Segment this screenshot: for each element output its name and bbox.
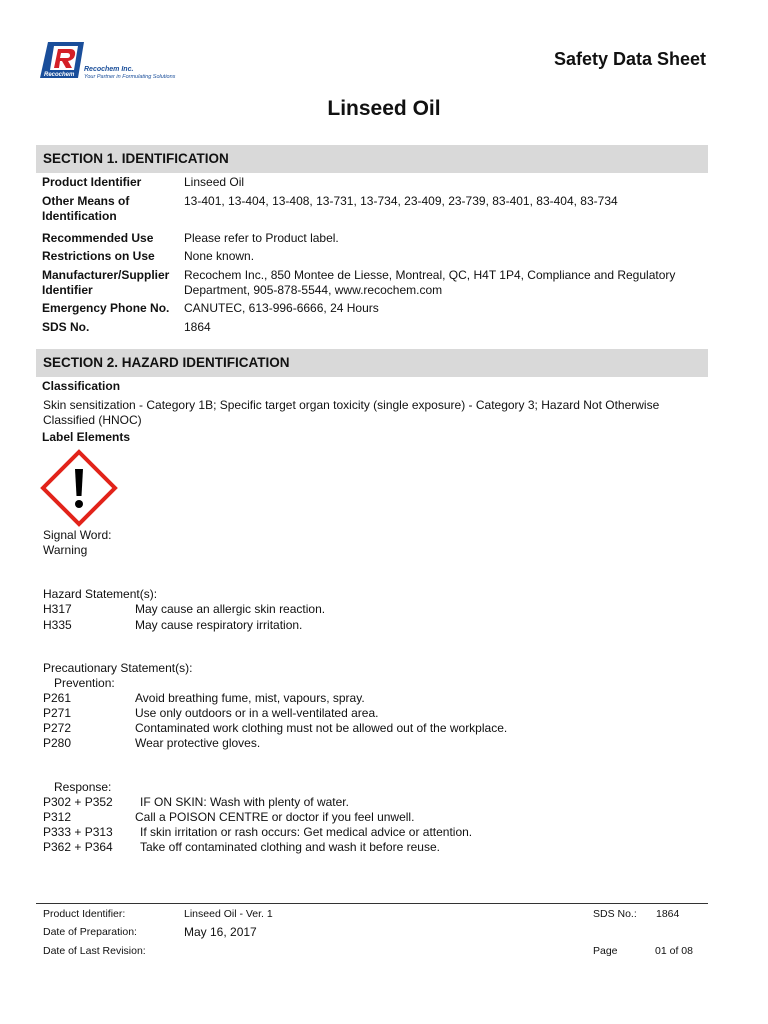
- document-type: Safety Data Sheet: [553, 49, 706, 69]
- section-1-heading: SECTION 1. IDENTIFICATION: [36, 145, 708, 173]
- footer-prep-value: May 16, 2017: [184, 925, 257, 939]
- row-label-emergency-phone: Emergency Phone No.: [42, 301, 170, 315]
- row-value-sds-no: 1864: [184, 320, 211, 334]
- prevention-code: P280: [43, 736, 72, 750]
- row-value-restrictions: None known.: [184, 249, 255, 263]
- section-2-heading: SECTION 2. HAZARD IDENTIFICATION: [36, 349, 708, 377]
- svg-text:Recochem: Recochem: [44, 72, 75, 78]
- response-statement: Take off contaminated clothing and wash it before reuse.: [140, 840, 440, 854]
- row-label-other-means-line1: Other Means of: [42, 194, 130, 208]
- exclamation-mark-icon: [40, 449, 118, 527]
- prevention-statement: Avoid breathing fume, mist, vapours, spray.: [135, 691, 365, 705]
- page-current: 01: [655, 945, 667, 957]
- row-value-product-identifier: Linseed Oil: [184, 175, 245, 189]
- footer-revision-label: Date of Last Revision:: [43, 945, 146, 957]
- response-code: P333 + P313: [43, 825, 113, 839]
- prevention-code: P261: [43, 691, 72, 705]
- row-label-other-means-line2: Identification: [42, 209, 117, 223]
- response-code: P302 + P352: [43, 795, 113, 809]
- recochem-logo-icon: [38, 40, 88, 82]
- row-value-recommended-use: Please refer to Product label.: [184, 231, 339, 245]
- row-value-manufacturer-line2: Department, 905-878-5544, www.recochem.com: [184, 283, 443, 297]
- response-statement: IF ON SKIN: Wash with plenty of water.: [140, 795, 349, 809]
- row-label-recommended-use: Recommended Use: [42, 231, 154, 245]
- response-heading: Response:: [54, 780, 112, 794]
- signal-word-label: Signal Word:: [43, 528, 112, 542]
- footer-sds-value: 1864: [656, 908, 680, 920]
- footer-page-number: [655, 945, 693, 957]
- classification-text-line1: Skin sensitization - Category 1B; Specific target organ toxicity (single exposure) - Category 3; Hazard Not Otherwise: [43, 398, 660, 412]
- classification-text-line2: Classified (HNOC): [43, 413, 142, 427]
- footer-sds-label: SDS No.:: [593, 908, 637, 920]
- prevention-heading: Prevention:: [54, 676, 115, 690]
- prevention-code: P271: [43, 706, 72, 720]
- page-title: Linseed Oil: [327, 97, 441, 120]
- footer-page-label: Page: [593, 945, 618, 957]
- prevention-statement: Contaminated work clothing must not be allowed out of the workplace.: [135, 721, 508, 735]
- page-total: 08: [681, 945, 693, 957]
- hazard-statements-heading: Hazard Statement(s):: [43, 587, 158, 601]
- row-value-other-means: 13-401, 13-404, 13-408, 13-731, 13-734, 23-409, 23-739, 83-401, 83-404, 83-734: [184, 194, 618, 208]
- row-label-sds-no: SDS No.: [42, 320, 90, 334]
- response-code: P362 + P364: [43, 840, 113, 854]
- hazard-code: H335: [43, 618, 72, 632]
- row-label-restrictions: Restrictions on Use: [42, 249, 155, 263]
- footer-prep-label: Date of Preparation:: [43, 926, 137, 938]
- response-statement: If skin irritation or rash occurs: Get medical advice or attention.: [140, 825, 473, 839]
- classification-label: Classification: [42, 379, 121, 393]
- row-value-emergency-phone: CANUTEC, 613-996-6666, 24 Hours: [184, 301, 379, 315]
- row-value-manufacturer-line1: Recochem Inc., 850 Montee de Liesse, Montreal, QC, H4T 1P4, Compliance and Regulatory: [184, 268, 676, 282]
- prevention-code: P272: [43, 721, 72, 735]
- label-elements-label: Label Elements: [42, 430, 131, 444]
- footer-product-label: Product Identifier:: [43, 908, 126, 920]
- signal-word-value: Warning: [43, 543, 88, 557]
- footer-product-value: Linseed Oil - Ver. 1: [184, 908, 273, 920]
- company-name: Recochem Inc.: [84, 66, 134, 73]
- response-code: P312: [43, 810, 72, 824]
- precautionary-heading: Precautionary Statement(s):: [43, 661, 193, 675]
- company-tagline: Your Partner in Formulating Solutions: [84, 74, 176, 80]
- prevention-statement: Use only outdoors or in a well-ventilated area.: [135, 706, 379, 720]
- response-statement: Call a POISON CENTRE or doctor if you feel unwell.: [135, 810, 415, 824]
- footer-divider: [36, 903, 708, 904]
- row-label-product-identifier: Product Identifier: [42, 175, 142, 189]
- prevention-statement: Wear protective gloves.: [135, 736, 261, 750]
- page-of: of: [669, 945, 679, 957]
- row-label-manufacturer-line1: Manufacturer/Supplier: [42, 268, 170, 282]
- row-label-manufacturer-line2: Identifier: [42, 283, 93, 297]
- hazard-code: H317: [43, 602, 72, 616]
- hazard-statement: May cause respiratory irritation.: [135, 618, 303, 632]
- hazard-statement: May cause an allergic skin reaction.: [135, 602, 326, 616]
